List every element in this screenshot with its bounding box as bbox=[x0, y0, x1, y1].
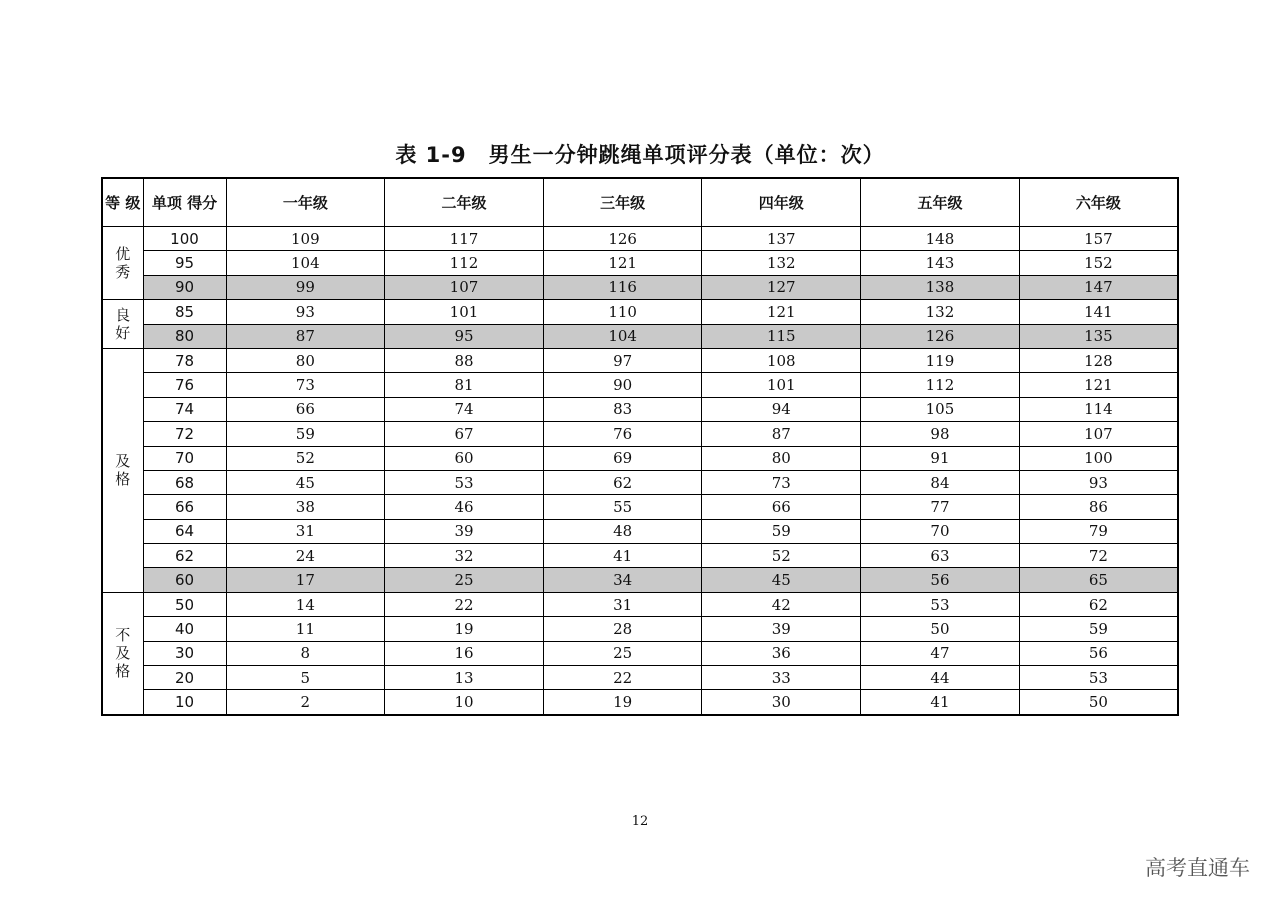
value-cell: 112 bbox=[385, 251, 544, 275]
grade-level-cell: 良 好 bbox=[102, 300, 143, 349]
value-cell: 70 bbox=[861, 519, 1020, 543]
table-row bbox=[102, 422, 1178, 446]
table-title: 表 1-9 男生一分钟跳绳单项评分表（单位：次） bbox=[395, 143, 885, 167]
value-cell: 95 bbox=[385, 324, 544, 348]
value-cell: 116 bbox=[543, 275, 702, 299]
value-cell: 107 bbox=[385, 275, 544, 299]
header-grade-6: 六年级 bbox=[1019, 178, 1178, 227]
value-cell: 66 bbox=[226, 397, 385, 421]
table-row bbox=[102, 373, 1178, 397]
grade-level-cell: 及 格 bbox=[102, 348, 143, 592]
value-cell: 80 bbox=[702, 446, 861, 470]
value-cell: 16 bbox=[385, 641, 544, 665]
score-cell: 68 bbox=[143, 470, 226, 494]
table-row bbox=[102, 641, 1178, 665]
score-table bbox=[101, 177, 1179, 716]
value-cell: 137 bbox=[702, 227, 861, 251]
value-cell: 88 bbox=[385, 348, 544, 372]
watermark: 高考直通车 bbox=[1145, 856, 1250, 880]
value-cell: 39 bbox=[385, 519, 544, 543]
value-cell: 132 bbox=[861, 300, 1020, 324]
value-cell: 81 bbox=[385, 373, 544, 397]
score-cell: 64 bbox=[143, 519, 226, 543]
value-cell: 48 bbox=[543, 519, 702, 543]
score-cell: 20 bbox=[143, 666, 226, 690]
value-cell: 148 bbox=[861, 227, 1020, 251]
value-cell: 25 bbox=[385, 568, 544, 592]
value-cell: 42 bbox=[702, 592, 861, 616]
value-cell: 105 bbox=[861, 397, 1020, 421]
value-cell: 100 bbox=[1019, 446, 1178, 470]
table-row bbox=[102, 617, 1178, 641]
value-cell: 25 bbox=[543, 641, 702, 665]
header-row bbox=[102, 178, 1178, 227]
value-cell: 147 bbox=[1019, 275, 1178, 299]
value-cell: 87 bbox=[226, 324, 385, 348]
value-cell: 50 bbox=[861, 617, 1020, 641]
value-cell: 76 bbox=[543, 422, 702, 446]
table-row bbox=[102, 568, 1178, 592]
score-cell: 50 bbox=[143, 592, 226, 616]
table-row bbox=[102, 324, 1178, 348]
value-cell: 83 bbox=[543, 397, 702, 421]
value-cell: 80 bbox=[226, 348, 385, 372]
score-cell: 66 bbox=[143, 495, 226, 519]
value-cell: 74 bbox=[385, 397, 544, 421]
value-cell: 45 bbox=[702, 568, 861, 592]
value-cell: 128 bbox=[1019, 348, 1178, 372]
value-cell: 112 bbox=[861, 373, 1020, 397]
value-cell: 121 bbox=[543, 251, 702, 275]
value-cell: 53 bbox=[385, 470, 544, 494]
score-cell: 95 bbox=[143, 251, 226, 275]
value-cell: 5 bbox=[226, 666, 385, 690]
score-cell: 10 bbox=[143, 690, 226, 715]
value-cell: 99 bbox=[226, 275, 385, 299]
value-cell: 94 bbox=[702, 397, 861, 421]
value-cell: 10 bbox=[385, 690, 544, 715]
value-cell: 127 bbox=[702, 275, 861, 299]
value-cell: 34 bbox=[543, 568, 702, 592]
value-cell: 66 bbox=[702, 495, 861, 519]
grade-level-cell: 不 及 格 bbox=[102, 592, 143, 714]
score-cell: 85 bbox=[143, 300, 226, 324]
value-cell: 32 bbox=[385, 544, 544, 568]
score-cell: 78 bbox=[143, 348, 226, 372]
value-cell: 38 bbox=[226, 495, 385, 519]
value-cell: 39 bbox=[702, 617, 861, 641]
score-cell: 70 bbox=[143, 446, 226, 470]
header-grade-level: 等 级 bbox=[102, 178, 143, 227]
value-cell: 30 bbox=[702, 690, 861, 715]
value-cell: 87 bbox=[702, 422, 861, 446]
value-cell: 91 bbox=[861, 446, 1020, 470]
value-cell: 119 bbox=[861, 348, 1020, 372]
value-cell: 104 bbox=[226, 251, 385, 275]
table-body bbox=[102, 227, 1178, 715]
value-cell: 41 bbox=[543, 544, 702, 568]
value-cell: 14 bbox=[226, 592, 385, 616]
value-cell: 79 bbox=[1019, 519, 1178, 543]
value-cell: 44 bbox=[861, 666, 1020, 690]
value-cell: 56 bbox=[1019, 641, 1178, 665]
value-cell: 59 bbox=[1019, 617, 1178, 641]
value-cell: 108 bbox=[702, 348, 861, 372]
value-cell: 45 bbox=[226, 470, 385, 494]
value-cell: 19 bbox=[385, 617, 544, 641]
value-cell: 93 bbox=[226, 300, 385, 324]
table-row bbox=[102, 300, 1178, 324]
value-cell: 17 bbox=[226, 568, 385, 592]
value-cell: 60 bbox=[385, 446, 544, 470]
value-cell: 52 bbox=[702, 544, 861, 568]
table-row bbox=[102, 275, 1178, 299]
value-cell: 22 bbox=[543, 666, 702, 690]
value-cell: 115 bbox=[702, 324, 861, 348]
table-row bbox=[102, 470, 1178, 494]
value-cell: 59 bbox=[702, 519, 861, 543]
table-row bbox=[102, 227, 1178, 251]
value-cell: 62 bbox=[1019, 592, 1178, 616]
value-cell: 56 bbox=[861, 568, 1020, 592]
value-cell: 73 bbox=[702, 470, 861, 494]
value-cell: 59 bbox=[226, 422, 385, 446]
value-cell: 65 bbox=[1019, 568, 1178, 592]
value-cell: 46 bbox=[385, 495, 544, 519]
value-cell: 50 bbox=[1019, 690, 1178, 715]
table-row bbox=[102, 348, 1178, 372]
value-cell: 2 bbox=[226, 690, 385, 715]
value-cell: 86 bbox=[1019, 495, 1178, 519]
value-cell: 13 bbox=[385, 666, 544, 690]
value-cell: 36 bbox=[702, 641, 861, 665]
value-cell: 11 bbox=[226, 617, 385, 641]
value-cell: 141 bbox=[1019, 300, 1178, 324]
value-cell: 104 bbox=[543, 324, 702, 348]
table-row bbox=[102, 666, 1178, 690]
value-cell: 93 bbox=[1019, 470, 1178, 494]
value-cell: 47 bbox=[861, 641, 1020, 665]
page-number: 12 bbox=[631, 814, 649, 829]
table-row bbox=[102, 251, 1178, 275]
header-grade-4: 四年级 bbox=[702, 178, 861, 227]
value-cell: 126 bbox=[861, 324, 1020, 348]
table-row bbox=[102, 592, 1178, 616]
value-cell: 110 bbox=[543, 300, 702, 324]
score-cell: 72 bbox=[143, 422, 226, 446]
value-cell: 152 bbox=[1019, 251, 1178, 275]
value-cell: 24 bbox=[226, 544, 385, 568]
value-cell: 63 bbox=[861, 544, 1020, 568]
header-grade-1: 一年级 bbox=[226, 178, 385, 227]
value-cell: 52 bbox=[226, 446, 385, 470]
value-cell: 101 bbox=[385, 300, 544, 324]
value-cell: 157 bbox=[1019, 227, 1178, 251]
header-grade-3: 三年级 bbox=[543, 178, 702, 227]
value-cell: 8 bbox=[226, 641, 385, 665]
value-cell: 101 bbox=[702, 373, 861, 397]
value-cell: 90 bbox=[543, 373, 702, 397]
header-grade-5: 五年级 bbox=[861, 178, 1020, 227]
value-cell: 97 bbox=[543, 348, 702, 372]
score-cell: 40 bbox=[143, 617, 226, 641]
table-row bbox=[102, 544, 1178, 568]
value-cell: 72 bbox=[1019, 544, 1178, 568]
score-cell: 90 bbox=[143, 275, 226, 299]
value-cell: 55 bbox=[543, 495, 702, 519]
score-cell: 30 bbox=[143, 641, 226, 665]
value-cell: 53 bbox=[1019, 666, 1178, 690]
value-cell: 132 bbox=[702, 251, 861, 275]
table-row bbox=[102, 519, 1178, 543]
grade-level-cell: 优 秀 bbox=[102, 227, 143, 300]
score-cell: 80 bbox=[143, 324, 226, 348]
value-cell: 121 bbox=[1019, 373, 1178, 397]
score-cell: 60 bbox=[143, 568, 226, 592]
score-cell: 62 bbox=[143, 544, 226, 568]
value-cell: 126 bbox=[543, 227, 702, 251]
table-row bbox=[102, 446, 1178, 470]
value-cell: 135 bbox=[1019, 324, 1178, 348]
score-cell: 100 bbox=[143, 227, 226, 251]
value-cell: 41 bbox=[861, 690, 1020, 715]
value-cell: 138 bbox=[861, 275, 1020, 299]
table-row bbox=[102, 690, 1178, 715]
table-row bbox=[102, 397, 1178, 421]
header-grade-2: 二年级 bbox=[385, 178, 544, 227]
value-cell: 67 bbox=[385, 422, 544, 446]
value-cell: 121 bbox=[702, 300, 861, 324]
value-cell: 69 bbox=[543, 446, 702, 470]
score-cell: 76 bbox=[143, 373, 226, 397]
value-cell: 143 bbox=[861, 251, 1020, 275]
value-cell: 33 bbox=[702, 666, 861, 690]
score-cell: 74 bbox=[143, 397, 226, 421]
value-cell: 31 bbox=[543, 592, 702, 616]
value-cell: 107 bbox=[1019, 422, 1178, 446]
value-cell: 28 bbox=[543, 617, 702, 641]
value-cell: 114 bbox=[1019, 397, 1178, 421]
value-cell: 77 bbox=[861, 495, 1020, 519]
value-cell: 62 bbox=[543, 470, 702, 494]
value-cell: 19 bbox=[543, 690, 702, 715]
value-cell: 84 bbox=[861, 470, 1020, 494]
value-cell: 53 bbox=[861, 592, 1020, 616]
value-cell: 117 bbox=[385, 227, 544, 251]
value-cell: 31 bbox=[226, 519, 385, 543]
value-cell: 73 bbox=[226, 373, 385, 397]
value-cell: 98 bbox=[861, 422, 1020, 446]
table-row bbox=[102, 495, 1178, 519]
value-cell: 109 bbox=[226, 227, 385, 251]
value-cell: 22 bbox=[385, 592, 544, 616]
header-item-score: 单项 得分 bbox=[143, 178, 226, 227]
